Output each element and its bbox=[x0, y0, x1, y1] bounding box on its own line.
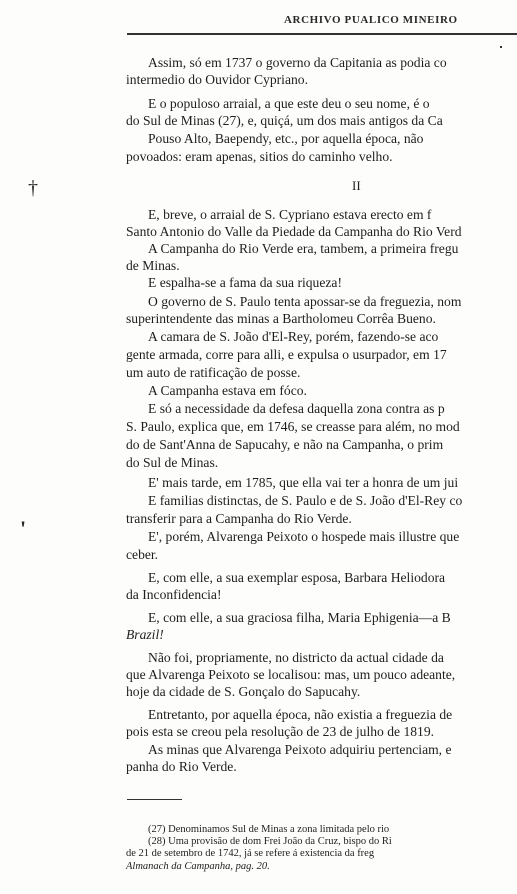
footnote-line: (28) Uma provisão de dom Frei João da Cruz, bispo do Ri bbox=[148, 836, 392, 847]
body-line: A Campanha do Rio Verde era, tambem, a primeira fregu bbox=[148, 241, 459, 256]
section-number: II bbox=[352, 178, 361, 193]
margin-mark-cross: † bbox=[28, 177, 38, 199]
body-line: povoados: eram apenas, sitios do caminho velho. bbox=[126, 149, 393, 164]
body-line: E' mais tarde, em 1785, que ella vai ter a honra de um jui bbox=[148, 475, 459, 490]
body-line: intermedio do Ouvidor Cypriano. bbox=[126, 72, 308, 87]
body-line: As minas que Alvarenga Peixoto adquiriu pertenciam, e bbox=[148, 742, 452, 757]
running-header: ARCHIVO PUALICO MINEIRO bbox=[284, 14, 458, 26]
body-line: da Inconfidencia! bbox=[126, 587, 222, 602]
body-line: Assim, só em 1737 o governo da Capitania as podia co bbox=[148, 55, 447, 70]
body-line: do de Sant'Anna de Sapucahy, e não na Campanha, o prim bbox=[126, 437, 444, 452]
body-line: transferir para a Campanha do Rio Verde. bbox=[126, 511, 352, 526]
body-line: Santo Antonio do Valle da Piedade da Campanha do Rio Verd bbox=[126, 224, 462, 239]
body-line: um auto de ratificação de posse. bbox=[126, 365, 301, 380]
body-line: E, breve, o arraial de S. Cypriano estava erecto em f bbox=[148, 207, 432, 222]
body-line: E familias distinctas, de S. Paulo e de S. João d'El-Rey co bbox=[148, 493, 463, 508]
footnote-rule bbox=[127, 799, 182, 800]
body-line: que Alvarenga Peixoto se localisou: mas, um pouco adeante, bbox=[126, 667, 456, 682]
speck-mark bbox=[500, 46, 502, 48]
body-line: E o populoso arraial, a que este deu o seu nome, é o bbox=[148, 96, 430, 111]
body-line: gente armada, corre para alli, e expulsa o usurpador, em 17 bbox=[126, 347, 447, 362]
footnote-line: Almanach da Campanha, pag. 20. bbox=[126, 861, 270, 872]
body-line: hoje da cidade de S. Gonçalo do Sapucahy. bbox=[126, 684, 361, 699]
body-line: O governo de S. Paulo tenta apossar-se da freguezia, nom bbox=[148, 294, 462, 309]
body-line: E espalha-se a fama da sua riqueza! bbox=[148, 275, 342, 290]
header-rule bbox=[127, 33, 517, 35]
body-line: do Sul de Minas. bbox=[126, 455, 219, 470]
footnote-line: de 21 de setembro de 1742, já se refere á existencia da freg bbox=[126, 848, 375, 859]
body-line: superintendente das minas a Bartholomeu Corrêa Bueno. bbox=[126, 311, 436, 326]
body-line: panha do Rio Verde. bbox=[126, 759, 237, 774]
body-line: S. Paulo, explica que, em 1746, se creasse para além, no mod bbox=[126, 419, 460, 434]
body-line: de Minas. bbox=[126, 258, 180, 273]
body-line: E, com elle, a sua graciosa filha, Maria Ephigenia—a B bbox=[148, 610, 451, 625]
body-line: Entretanto, por aquella época, não existia a freguezia de bbox=[148, 707, 453, 722]
body-line: A camara de S. João d'El-Rey, porém, fazendo-se aco bbox=[148, 329, 439, 344]
body-line: Pouso Alto, Baependy, etc., por aquella época, não bbox=[148, 131, 424, 146]
body-line: ceber. bbox=[126, 547, 159, 562]
margin-mark-tick: ' bbox=[20, 516, 27, 541]
body-line: pois esta se creou pela resolução de 23 de julho de 1819. bbox=[126, 724, 435, 739]
body-line: E, com elle, a sua exemplar esposa, Barbara Heliodora bbox=[148, 570, 446, 585]
body-line: A Campanha estava em fóco. bbox=[148, 383, 307, 398]
footnote-line: (27) Denominamos Sul de Minas a zona limitada pelo rio bbox=[148, 824, 390, 835]
body-line: Não foi, propriamente, no districto da actual cidade da bbox=[148, 650, 444, 665]
body-line: E', porém, Alvarenga Peixoto o hospede mais illustre que bbox=[148, 529, 460, 544]
body-line: Brazil! bbox=[126, 627, 164, 642]
body-line: do Sul de Minas (27), e, quiçá, um dos mais antigos da Ca bbox=[126, 113, 443, 128]
body-line: E só a necessidade da defesa daquella zona contra as p bbox=[148, 401, 445, 416]
